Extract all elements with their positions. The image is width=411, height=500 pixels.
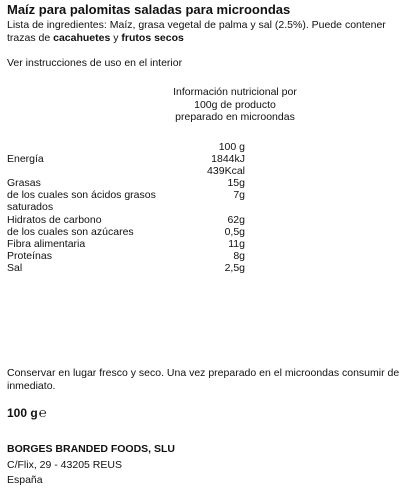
nutrient-value: 8g [233, 250, 245, 262]
nutrition-header: Información nutricional por 100g de producto preparado en microondas [173, 86, 297, 123]
nutrient-label: Fibra alimentaria [7, 238, 86, 250]
nutrient-value: 1844kJ [211, 153, 245, 165]
nutrient-value: 0,5g [224, 226, 245, 238]
allergen-nuts: frutos secos [121, 31, 184, 44]
nutrient-label: Hidratos de carbono [7, 214, 102, 226]
net-quantity [7, 405, 47, 420]
nutrient-label: Sal [7, 262, 23, 274]
estimated-sign-icon: ℮ [38, 405, 47, 420]
allergen-peanuts: cacahuetes [53, 31, 111, 44]
nutrient-value: 11g [228, 238, 245, 250]
company-country: España [7, 474, 43, 486]
company-address: C/Flix, 29 - 43205 REUS [7, 459, 122, 471]
ingredients-connector: y [110, 31, 122, 44]
company-name: BORGES BRANDED FOODS, SLU [7, 443, 176, 455]
usage-instructions: Ver instrucciones de uso en el interior [7, 57, 183, 69]
nutrient-value: 100 g [218, 141, 245, 153]
nutrient-label: de los cuales son azúcares [7, 226, 134, 238]
nutrient-label: saturados [7, 201, 54, 213]
net-weight: 100 g [7, 406, 38, 420]
nutrient-label: Energía [7, 153, 44, 165]
nutrient-value: 439Kcal [207, 165, 245, 177]
storage-instructions: Conservar en lugar fresco y seco. Una vez preparado en el microondas consumir de inmediato. [7, 367, 400, 392]
product-title: Maíz para palomitas saladas para microondas [7, 2, 291, 17]
ingredients-list [7, 19, 407, 44]
nutrient-value: 2,5g [224, 262, 245, 274]
nutrient-label: de los cuales son ácidos grasos [7, 189, 156, 201]
nutrient-label: Grasas [7, 177, 41, 189]
nutrient-label: Proteínas [7, 250, 52, 262]
nutrient-value: 7g [233, 189, 245, 201]
nutrient-value: 62g [227, 214, 245, 226]
nutrient-value: 15g [227, 177, 245, 189]
ingredients-text: Lista de ingredientes: Maíz, grasa vegetal de palma y sal (2.5%). Puede contener trazas de [7, 19, 386, 44]
